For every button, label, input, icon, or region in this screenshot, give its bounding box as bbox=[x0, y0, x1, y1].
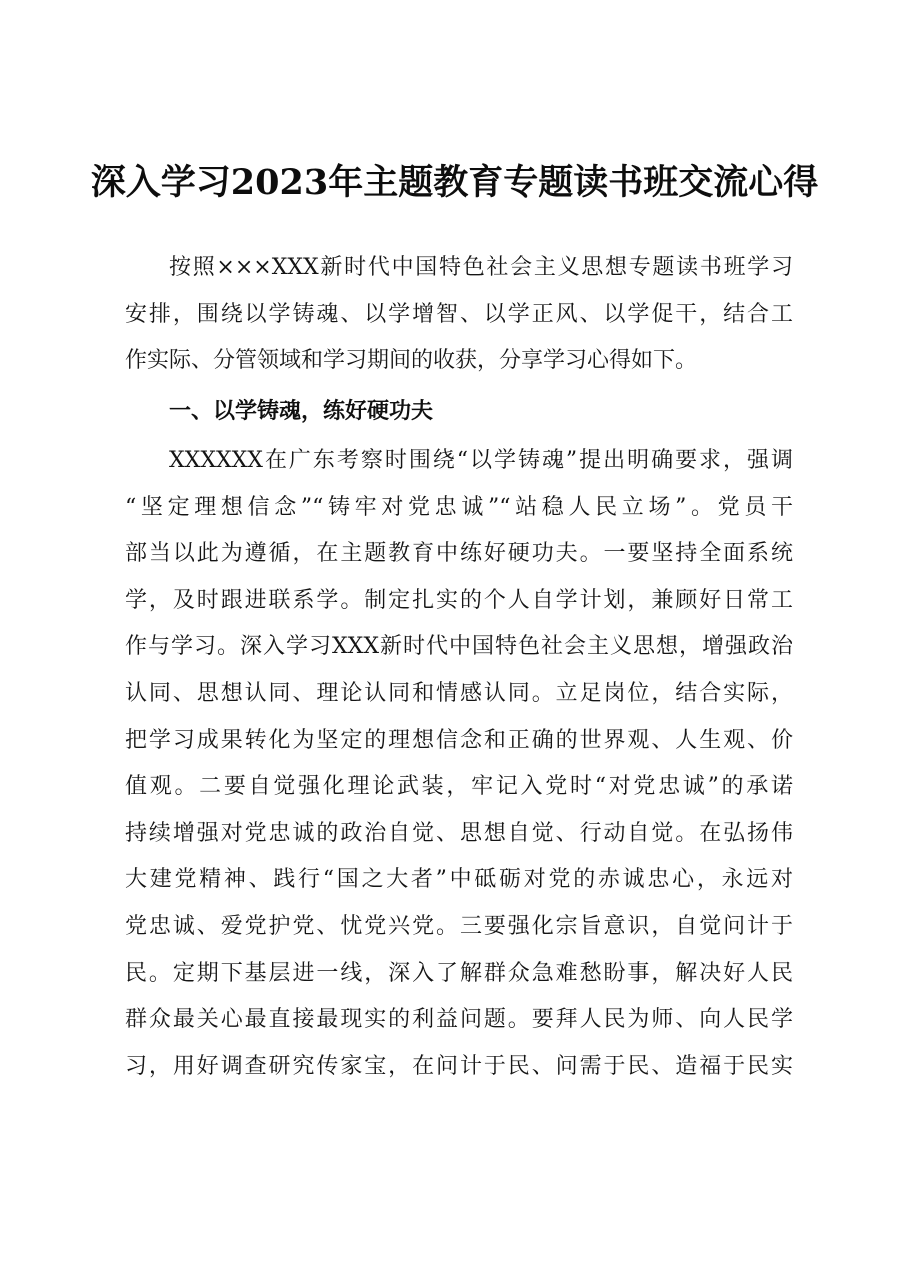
paragraph-line: XXXXXX在广东考察时围绕“以学铸魂”提出明确要求，强调 bbox=[169, 448, 793, 473]
paragraph-line: “坚定理想信念”“铸牢对党忠诚”“站稳人民立场”。党员干 bbox=[125, 494, 793, 520]
paragraph-line: 持续增强对党忠诚的政治自觉、思想自觉、行动自觉。在弘扬伟 bbox=[125, 820, 793, 846]
paragraph-line: 学，及时跟进联系学。制定扎实的个人自学计划，兼顾好日常工 bbox=[125, 587, 793, 613]
paragraph-line: 大建党精神、践行“国之大者”中砥砺对党的赤诚忠心，永远对 bbox=[125, 867, 793, 893]
paragraph-line: 党忠诚、爱党护党、忧党兴党。三要强化宗旨意识，自觉问计于 bbox=[125, 913, 793, 939]
section-heading: 一、以学铸魂，练好硬功夫 bbox=[169, 399, 434, 424]
intro-paragraph bbox=[125, 245, 793, 385]
intro-line: 按照×××XXX新时代中国特色社会主义思想专题读书班学习 bbox=[169, 255, 793, 280]
paragraph-line: 群众最关心最直接最现实的利益问题。要拜人民为师、向人民学 bbox=[125, 1007, 793, 1033]
document-title: 深入学习2023年主题教育专题读书班交流心得 bbox=[90, 162, 819, 203]
intro-line: 安排，围绕以学铸魂、以学增智、以学正风、以学促干，结合工 bbox=[125, 301, 793, 327]
paragraph-line: 民。定期下基层进一线，深入了解群众急难愁盼事，解决好人民 bbox=[125, 960, 793, 986]
paragraph-line: 习，用好调查研究传家宝，在问计于民、问需于民、造福于民实 bbox=[125, 1053, 793, 1079]
paragraph-line: 认同、思想认同、理论认同和情感认同。立足岗位，结合实际， bbox=[125, 680, 793, 706]
paragraph-line: 部当以此为遵循，在主题教育中练好硬功夫。一要坚持全面系统 bbox=[125, 541, 793, 567]
paragraph-line: 把学习成果转化为坚定的理想信念和正确的世界观、人生观、价 bbox=[125, 727, 793, 753]
paragraph-line: 值观。二要自觉强化理论武装，牢记入党时“对党忠诚”的承诺 bbox=[125, 774, 793, 800]
intro-line: 作实际、分管领域和学习期间的收获，分享学习心得如下。 bbox=[125, 348, 698, 374]
section-paragraph bbox=[125, 438, 793, 1090]
paragraph-line: 作与学习。深入学习XXX新时代中国特色社会主义思想，增强政治 bbox=[125, 634, 793, 660]
